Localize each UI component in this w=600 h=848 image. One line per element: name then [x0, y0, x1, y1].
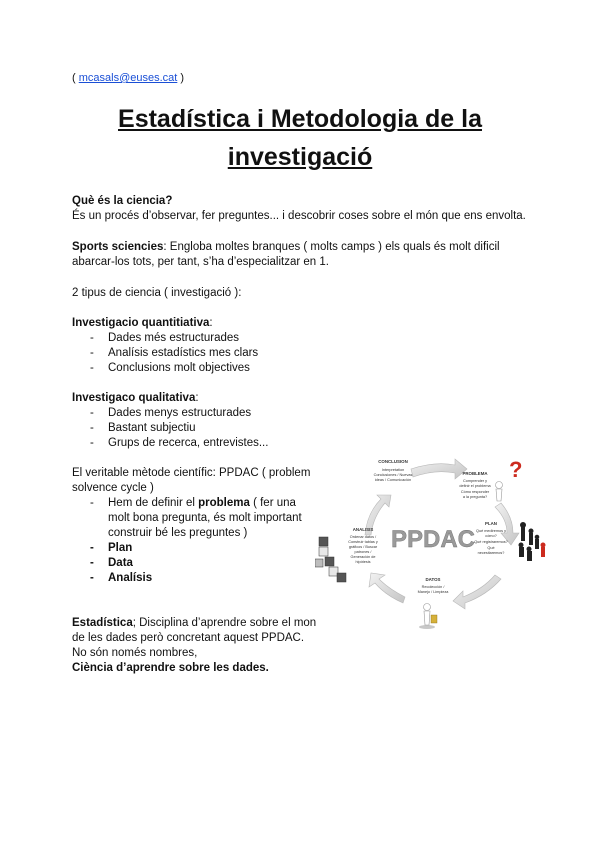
ppdac-cycle-diagram: [315, 455, 555, 635]
plan-title: PLAN: [485, 521, 497, 526]
sports-paragraph-line-1: [72, 240, 500, 255]
list-item: - Dades menys estructurades: [90, 407, 252, 419]
page-title-line-1: Estadística i Metodologia de la: [118, 105, 482, 133]
plan-text: necesitaremos?: [477, 551, 505, 555]
list-item: - Dades més estructurades: [90, 332, 240, 344]
list-item-text: Grups de recerca, entrevistes...: [108, 437, 269, 449]
quant-colon: :: [209, 317, 213, 329]
analysis-text: Generación de: [350, 555, 376, 559]
list-item-text: Bastant subjectiu: [108, 422, 196, 434]
list-item-text: Plan: [108, 542, 133, 554]
statistics-label: Estadística: [72, 617, 133, 629]
conclusion-text: ideas / Comunicación: [374, 478, 412, 482]
problem-text: Cómo responder: [460, 490, 490, 494]
chess-pieces-icon: [519, 522, 546, 561]
arrow-plan-to-data: [453, 575, 501, 609]
analysis-text: Construir tablas y: [348, 540, 378, 544]
plan-text: Qué mediremos y: [476, 529, 506, 533]
statistics-text: ; Disciplina d’aprendre sobre el mon: [132, 617, 317, 629]
sports-text: : Engloba moltes branques ( molts camps ) els quals és molt dificil: [163, 241, 500, 253]
data-stage: [418, 577, 450, 594]
question-mark-figure-icon: [496, 457, 523, 501]
statistics-line-2: de les dades però concretant aquest PPDAC.: [72, 632, 305, 644]
list-item-text: Analísis: [108, 572, 153, 584]
qual-heading: Investigaco qualitativa: [72, 392, 196, 404]
science-definition: És un procés d’observar, fer preguntes... i descobrir coses sobre el món que ens envolta.: [72, 210, 526, 222]
list-item-text: Conclusions molt objectives: [108, 362, 250, 374]
analysis-text: Ordenar datos /: [349, 535, 377, 539]
page-title-line-2: investigació: [227, 143, 373, 171]
qual-heading-line: [72, 391, 199, 406]
statistics-line-1: [72, 616, 316, 631]
list-item-text: Dades més estructurades: [108, 332, 240, 344]
plan-text: Qué: [487, 546, 495, 550]
plan-text: Qué registraremos?: [474, 540, 508, 544]
analysis-title: ANALISIS: [352, 527, 374, 532]
problem-text: Comprender y: [462, 479, 488, 483]
list-item: - Analísis estadístics mes clars: [90, 347, 259, 359]
analysis-text: patrones /: [354, 550, 372, 554]
list-item-continuation: molt bona pregunta, és molt important: [108, 512, 302, 524]
data-text: Recolección /: [421, 585, 445, 589]
sports-label: Sports sciencies: [72, 241, 164, 253]
types-text: 2 tipus de ciencia ( investigació ):: [72, 287, 242, 299]
email-link[interactable]: mcasals@euses.cat: [78, 72, 178, 84]
conclusion-title: CONCLUSION: [378, 459, 408, 464]
problem-keyword: problema: [198, 497, 250, 509]
list-item: - Grups de recerca, entrevistes...: [90, 437, 269, 449]
list-item: - Hem de definir el problema ( fer una: [90, 497, 296, 509]
list-item: - Conclusions molt objectives: [90, 362, 250, 374]
data-figure-icon: [419, 604, 437, 630]
list-item-text: ( fer una: [249, 497, 296, 509]
conclusion-text: Interpretation: [381, 468, 405, 472]
sports-paragraph-line-2: abarcar-los tots, per tant, s’ha d’especialitzar en 1.: [72, 256, 329, 268]
ppdac-intro-line-1: El veritable mètode científic: PPDAC ( problem: [72, 467, 311, 479]
svg-text:?: ?: [509, 457, 523, 482]
statistics-line-3: No són només nombres,: [72, 647, 198, 659]
list-item-text: Dades menys estructurades: [108, 407, 252, 419]
list-item: - Data: [90, 557, 133, 569]
statistics-line-4: Ciència d’aprendre sobre les dades.: [72, 662, 269, 674]
list-item-text: Hem de definir el: [108, 497, 199, 509]
list-item: - Plan: [90, 542, 133, 554]
list-item-continuation: construir bé les preguntes ): [108, 527, 248, 539]
data-title: DATOS: [425, 577, 441, 582]
list-item: - Analísis: [90, 572, 153, 584]
plan-text: cómo?: [485, 534, 497, 538]
problem-title: PROBLEMA: [462, 471, 488, 476]
ppdac-intro-line-2: solvence cycle ): [72, 482, 154, 494]
arrow-data-to-analysis: [369, 573, 405, 603]
puzzle-cubes-icon: [315, 537, 346, 582]
conclusion-stage: [374, 459, 413, 482]
list-item-text: Analísis estadístics mes clars: [108, 347, 259, 359]
quant-heading: Investigacio quantitiativa: [72, 317, 210, 329]
conclusion-text: Conclusiones / Nuevas: [373, 473, 413, 477]
data-text: Manejo / Limpieza: [417, 590, 449, 594]
arrow-conclusion-to-problem: [411, 459, 467, 479]
email-suffix: ): [177, 72, 185, 84]
ppdac-center-label: PPDAC: [390, 526, 476, 553]
science-heading: Què és la ciencia?: [72, 195, 173, 207]
analysis-text: hipótesis: [355, 560, 371, 564]
problem-text: a la pregunta?: [462, 495, 488, 499]
analysis-stage: [348, 527, 378, 564]
analysis-text: gráficos / Buscar: [348, 545, 378, 549]
plan-stage: [474, 521, 508, 555]
problem-stage: [459, 471, 491, 499]
problem-text: definir el problema: [459, 484, 491, 488]
quant-heading-line: [72, 316, 213, 331]
list-item: - Bastant subjectiu: [90, 422, 196, 434]
contact-line: [72, 72, 184, 84]
qual-colon: :: [195, 392, 199, 404]
email-prefix: (: [72, 72, 79, 84]
list-item-text: Data: [108, 557, 133, 569]
arrow-problem-to-plan: [495, 503, 519, 545]
